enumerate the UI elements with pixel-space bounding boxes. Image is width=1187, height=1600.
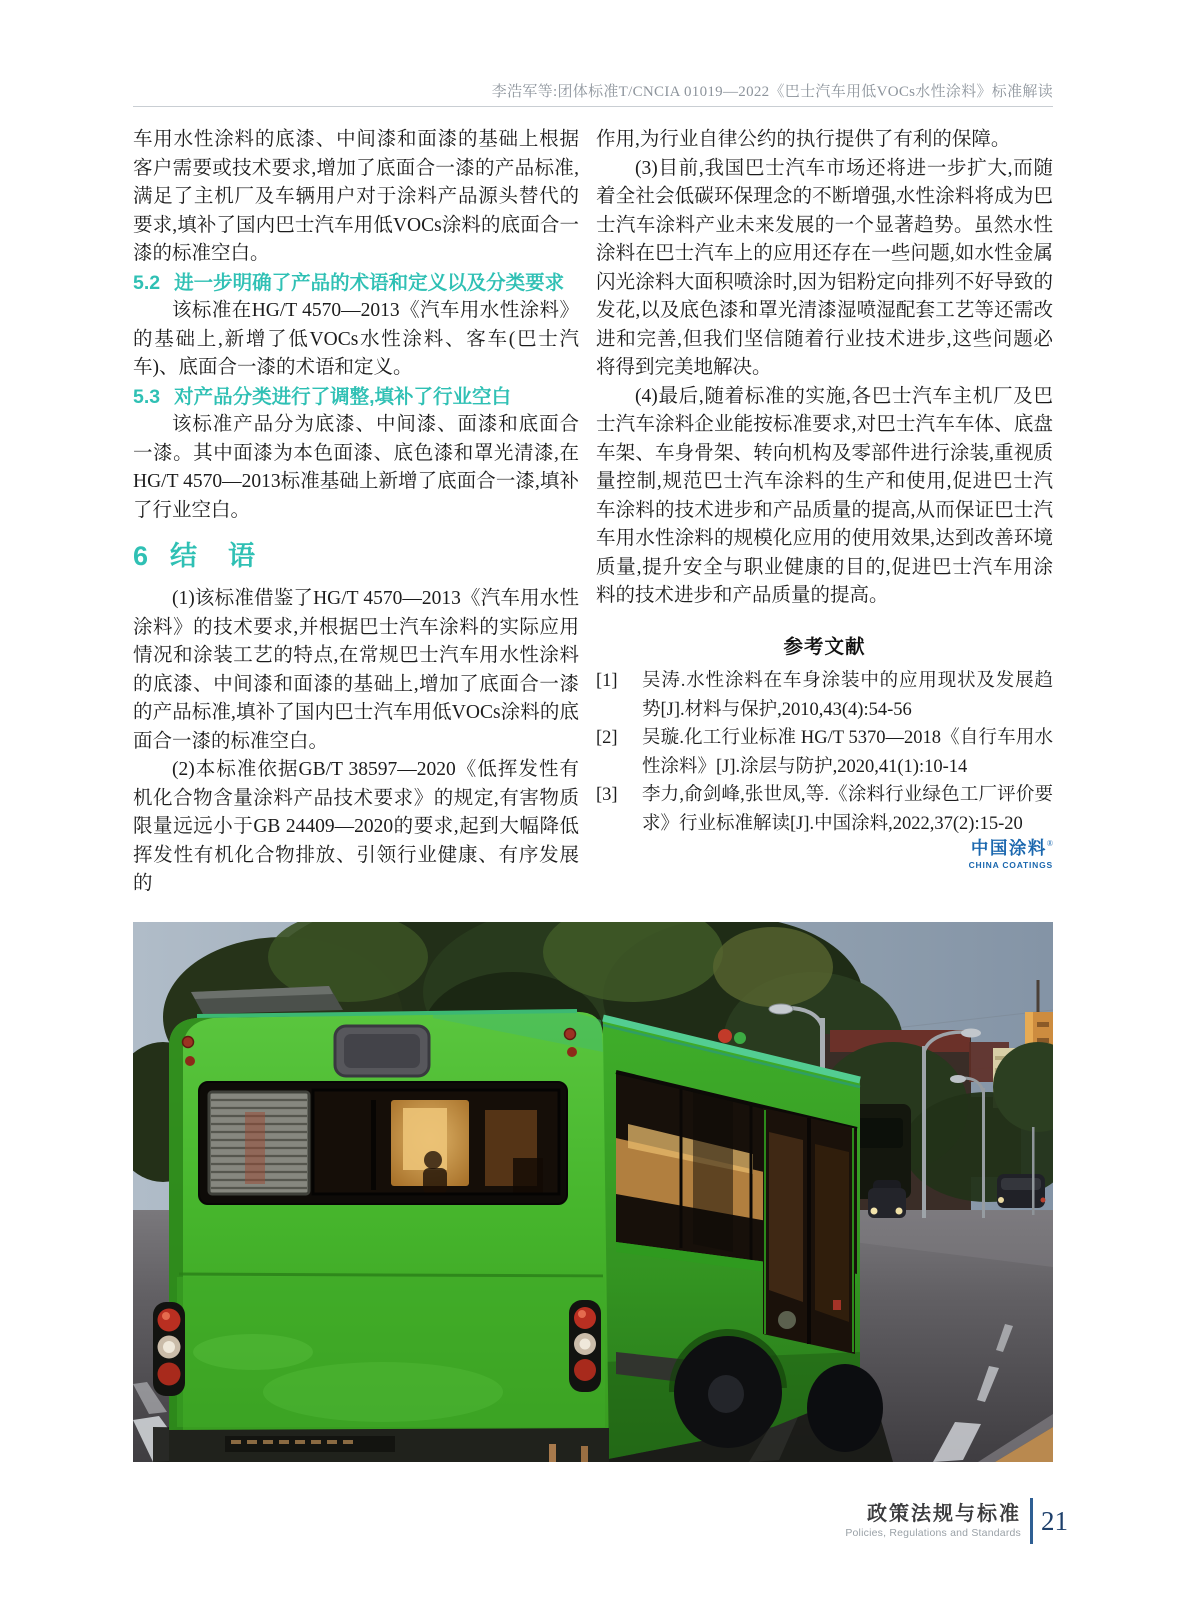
section-title: 进一步明确了产品的术语和定义以及分类要求 (174, 271, 565, 294)
footer-section-en: Policies, Regulations and Standards (845, 1526, 1021, 1539)
marker-light (185, 1056, 195, 1066)
reference-text: 吴涛.水性涂料在车身涂装中的应用现状及发展趋势[J].材料与保护,2010,43(4):54-56 (642, 671, 1053, 720)
reference-text: 李力,俞剑峰,张世凤,等.《涂料行业绿色工厂评价要求》行业标准解读[J].中国涂料,2022,37(2):15-20 (642, 785, 1053, 834)
footer-section (845, 1503, 1021, 1540)
section-number: 5.3 (133, 385, 161, 408)
footer-section-cn: 政策法规与标准 (867, 1502, 1021, 1525)
reference-number: [1] (596, 671, 618, 691)
paragraph: (4)最后,随着标准的实施,各巴士汽车主机厂及巴士汽车涂料企业能按标准要求,对巴士汽车车体、底盘车架、车身骨架、转向机构及零部件进行涂装,重视质量控制,规范巴士汽车涂料的生产和使用,促进巴士汽车涂料的技术进步和产品质量的提高,从而保证巴士汽车用水性涂料的规模化应用的使用效果,达到改善环境质量,提升安全与职业健康的目的,促进巴士汽车用涂料的技术进步和产品质量的提高。 (596, 385, 1053, 606)
side-emblem (778, 1311, 796, 1329)
marker-light (567, 1047, 577, 1057)
marker-light (183, 1037, 194, 1048)
paragraph: 车用水性涂料的底漆、中间漆和面漆的基础上根据客户需要或技术要求,增加了底面合一漆的产品标准,满足了主机厂及车辆用户对于涂料产品源头替代的要求,填补了国内巴士汽车用低VOCs涂料的底面合一漆的标准空白。 (133, 129, 579, 264)
footer-divider-bar (1030, 1498, 1033, 1544)
green-bus (153, 986, 883, 1462)
section-number: 5.2 (133, 271, 161, 294)
paragraph: (2)本标准依据GB/T 38597—2020《低挥发性有机化合物含量涂料产品技术要求》的规定,有害物质限量远远小于GB 24409—2020的要求,起到大幅降低挥发性有机化合物排放、引领行业健康、有序发展的 (133, 759, 579, 894)
right-column (596, 126, 1053, 916)
paragraph: 该标准在HG/T 4570—2013《汽车用水性涂料》的基础上,新增了低VOCs水性涂料、客车(巴士汽车)、底面合一漆的术语和定义。 (133, 300, 579, 378)
paragraph: 该标准产品分为底漆、中间漆、面漆和底面合一漆。其中面漆为本色面漆、底色漆和罩光清漆,在HG/T 4570—2013标准基础上新增了底面合一漆,填补了行业空白。 (133, 414, 579, 521)
tail-light-right (569, 1300, 601, 1392)
references-title: 参考文献 (783, 635, 866, 658)
paragraph: 作用,为行业自律公约的执行提供了有利的保障。 (596, 129, 1011, 150)
page-number: 21 (1041, 1505, 1068, 1536)
roof-vent-red (718, 1029, 732, 1043)
trademark-icon: ® (1046, 839, 1053, 848)
section-heading-5-3 (133, 383, 579, 412)
bus-photo (133, 922, 1053, 1462)
reference-item (596, 781, 1053, 838)
reference-item (596, 667, 1053, 724)
section-title: 对产品分类进行了调整,填补了行业空白 (174, 385, 512, 408)
bus-photo-illustration (133, 922, 1053, 1462)
paragraph: (3)目前,我国巴士汽车市场还将进一步扩大,而随着全社会低碳环保理念的不断增强,水性涂料将成为巴士汽车涂料产业未来发展的一个显著趋势。虽然水性涂料在巴士汽车上的应用还存在一些问题,如水性金属闪光涂料大面积喷涂时,因为铝粉定向排列不好导致的发花,以及底色漆和罩光清漆湿喷湿配套工艺等还需改进和完善,但我们坚信随着行业技术进步,这些问题必将得到完美地解决。 (596, 157, 1053, 378)
left-column (133, 126, 579, 898)
header-rule (133, 106, 1053, 107)
marker-light (565, 1029, 576, 1040)
reference-number: [3] (596, 785, 618, 805)
tail-light-left (153, 1302, 185, 1396)
reference-text: 吴璇.化工行业标准 HG/T 5370—2018《自行车用水性涂料》[J].涂层与防护,2020,41(1):10-14 (642, 728, 1053, 777)
paragraph: (1)该标准借鉴了HG/T 4570—2013《汽车用水性涂料》的技术要求,并根据巴士汽车涂料的实际应用情况和涂装工艺的特点,在常规巴士汽车用水性涂料的底漆、中间漆和面漆的基础上,增加了底面合一漆的产品标准,填补了国内巴士汽车用低VOCs涂料的底面合一漆的标准空白。 (133, 588, 579, 752)
section-heading-5-2 (133, 269, 579, 298)
reference-number: [2] (596, 728, 618, 748)
section-heading-6 (133, 539, 579, 573)
front-wheel (807, 1364, 883, 1452)
running-title: 李浩军等:团体标准T/CNCIA 01019—2022《巴士汽车用低VOCs水性涂料》标准解读 (491, 84, 1053, 100)
page-footer (845, 1498, 1068, 1544)
section-title: 结 语 (170, 541, 258, 571)
section-number: 6 (133, 541, 151, 571)
china-coatings-logo (969, 840, 1053, 870)
reference-item (596, 724, 1053, 781)
reference-list (596, 667, 1053, 838)
roof-vent-green (734, 1032, 746, 1044)
logo-cn-text: 中国涂料 (970, 838, 1047, 858)
logo-en-text: CHINA COATINGS (968, 860, 1053, 870)
